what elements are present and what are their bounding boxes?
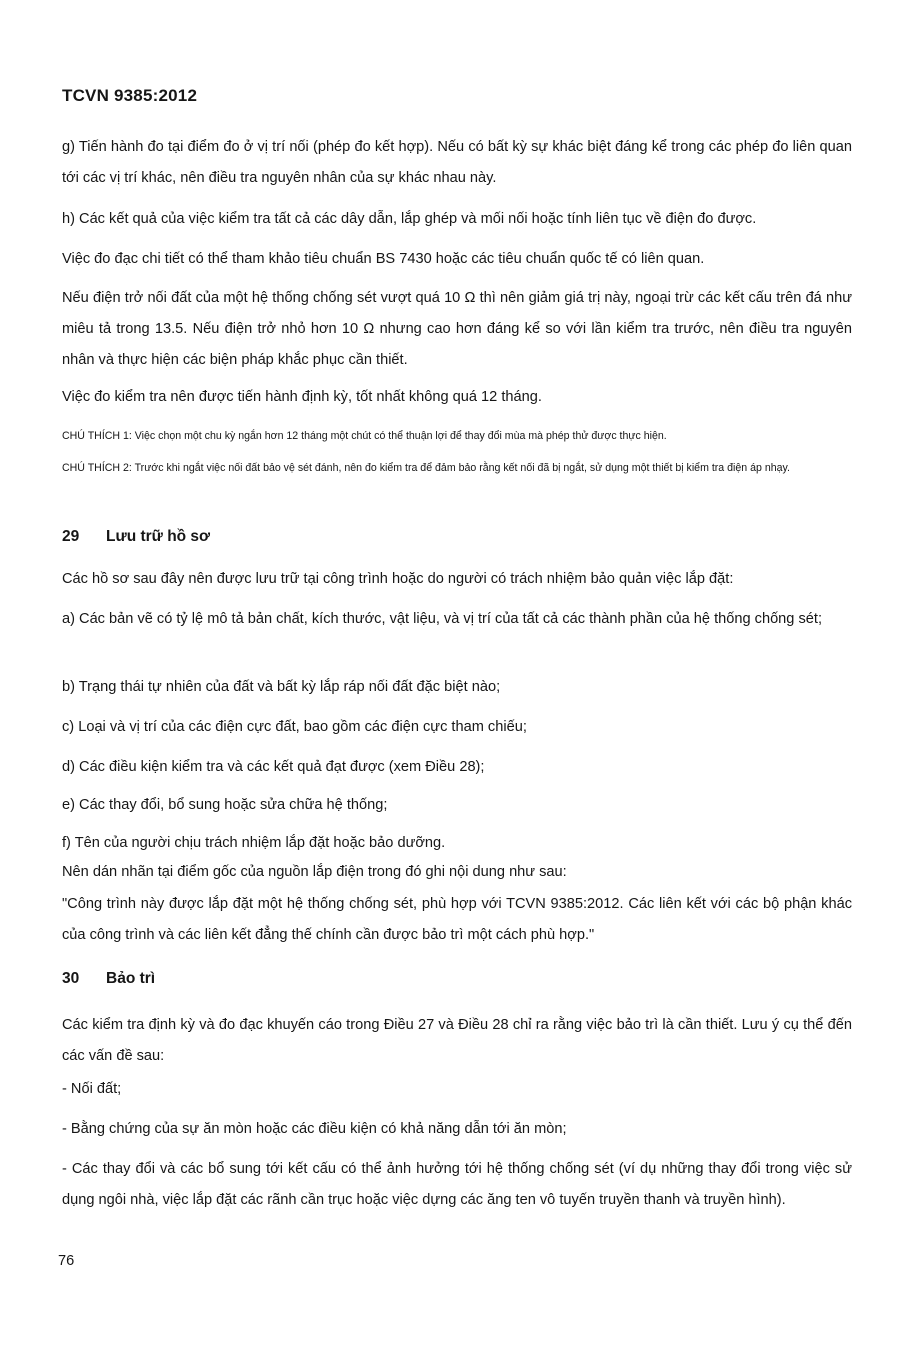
section-29-intro: Các hồ sơ sau đây nên được lưu trữ tại công trình hoặc do người có trách nhiệm bảo quản việc lắp đặt: bbox=[62, 571, 734, 587]
record-item-f: f) Tên của người chịu trách nhiệm lắp đặt hoặc bảo dưỡng. bbox=[62, 835, 446, 851]
section-title: Lưu trữ hồ sơ bbox=[106, 528, 211, 545]
section-title: Bảo trì bbox=[106, 970, 156, 987]
section-number: 30 bbox=[62, 970, 80, 987]
maintenance-item-corrosion: - Bằng chứng của sự ăn mòn hoặc các điều kiện có khả năng dẫn tới ăn mòn; bbox=[62, 1121, 567, 1137]
paragraph-earth-resistance: Nếu điện trở nối đất của một hệ thống chống sét vượt quá 10 Ω thì nên giảm giá trị này, ngoại trừ các kết cấu trên đá như miêu tả trong 13.5. Nếu điện trở nhỏ hơn 10 Ω nhưng cao hơn đáng kể so với lần kiểm tra trước, nên điều tra nguyên nhân và thực hiện các biện pháp khắc phục cần thiết. bbox=[62, 290, 852, 368]
standard-code-header: TCVN 9385:2012 bbox=[62, 86, 198, 105]
maintenance-item-earthing: - Nối đất; bbox=[62, 1081, 122, 1097]
label-intro: Nên dán nhãn tại điểm gốc của nguồn lắp điện trong đó ghi nội dung như sau: bbox=[62, 864, 567, 880]
record-item-a: a) Các bản vẽ có tỷ lệ mô tả bản chất, kích thước, vật liệu, và vị trí của tất cả các thành phần của hệ thống chống sét; bbox=[62, 611, 822, 627]
section-30-intro: Các kiểm tra định kỳ và đo đạc khuyến cáo trong Điều 27 và Điều 28 chỉ ra rằng việc bảo trì là cần thiết. Lưu ý cụ thể đến các vấn đề sau: bbox=[62, 1017, 852, 1064]
note-2: CHÚ THÍCH 2: Trước khi ngắt việc nối đất bảo vệ sét đánh, nên đo kiểm tra để đảm bảo rằng kết nối đã bị ngắt, sử dụng một thiết bị kiểm tra điện áp nhạy. bbox=[62, 462, 790, 474]
note-1: CHÚ THÍCH 1: Việc chọn một chu kỳ ngắn hơn 12 tháng một chút có thể thuận lợi để thay đổi mùa mà phép thử được thực hiện. bbox=[62, 430, 667, 442]
section-29-heading bbox=[62, 528, 210, 546]
record-item-b: b) Trạng thái tự nhiên của đất và bất kỳ lắp ráp nối đất đặc biệt nào; bbox=[62, 679, 501, 695]
maintenance-item-structure-changes: - Các thay đổi và các bổ sung tới kết cấu có thể ảnh hưởng tới hệ thống chống sét (ví dụ những thay đổi trong việc sử dụng ngôi nhà, việc lắp đặt các rãnh cần trục hoặc việc dựng các ăng ten vô tuyến truyền thanh và truyền hình). bbox=[62, 1161, 852, 1208]
paragraph-item-h: h) Các kết quả của việc kiểm tra tất cả các dây dẫn, lắp ghép và mối nối hoặc tính liên tục về điện đo được. bbox=[62, 211, 757, 227]
section-30-heading bbox=[62, 970, 155, 988]
label-quote: "Công trình này được lắp đặt một hệ thống chống sét, phù hợp với TCVN 9385:2012. Các liên kết với các bộ phận khác của công trình và các liên kết đẳng thế chính cần được bảo trì một cách phù hợp." bbox=[62, 896, 852, 943]
paragraph-periodic-test: Việc đo kiểm tra nên được tiến hành định kỳ, tốt nhất không quá 12 tháng. bbox=[62, 389, 542, 405]
section-number: 29 bbox=[62, 528, 80, 545]
record-item-c: c) Loại và vị trí của các điện cực đất, bao gồm các điện cực tham chiếu; bbox=[62, 719, 527, 735]
paragraph-item-g: g) Tiến hành đo tại điểm đo ở vị trí nối (phép đo kết hợp). Nếu có bất kỳ sự khác biệt đáng kể trong các phép đo liên quan tới các vị trí khác, nên điều tra nguyên nhân của sự khác nhau này. bbox=[62, 139, 852, 186]
record-item-d: d) Các điều kiện kiểm tra và các kết quả đạt được (xem Điều 28); bbox=[62, 759, 485, 775]
page-number: 76 bbox=[58, 1253, 75, 1269]
paragraph-bs7430: Việc đo đạc chi tiết có thể tham khảo tiêu chuẩn BS 7430 hoặc các tiêu chuẩn quốc tế có liên quan. bbox=[62, 251, 705, 267]
record-item-e: e) Các thay đổi, bổ sung hoặc sửa chữa hệ thống; bbox=[62, 797, 388, 813]
